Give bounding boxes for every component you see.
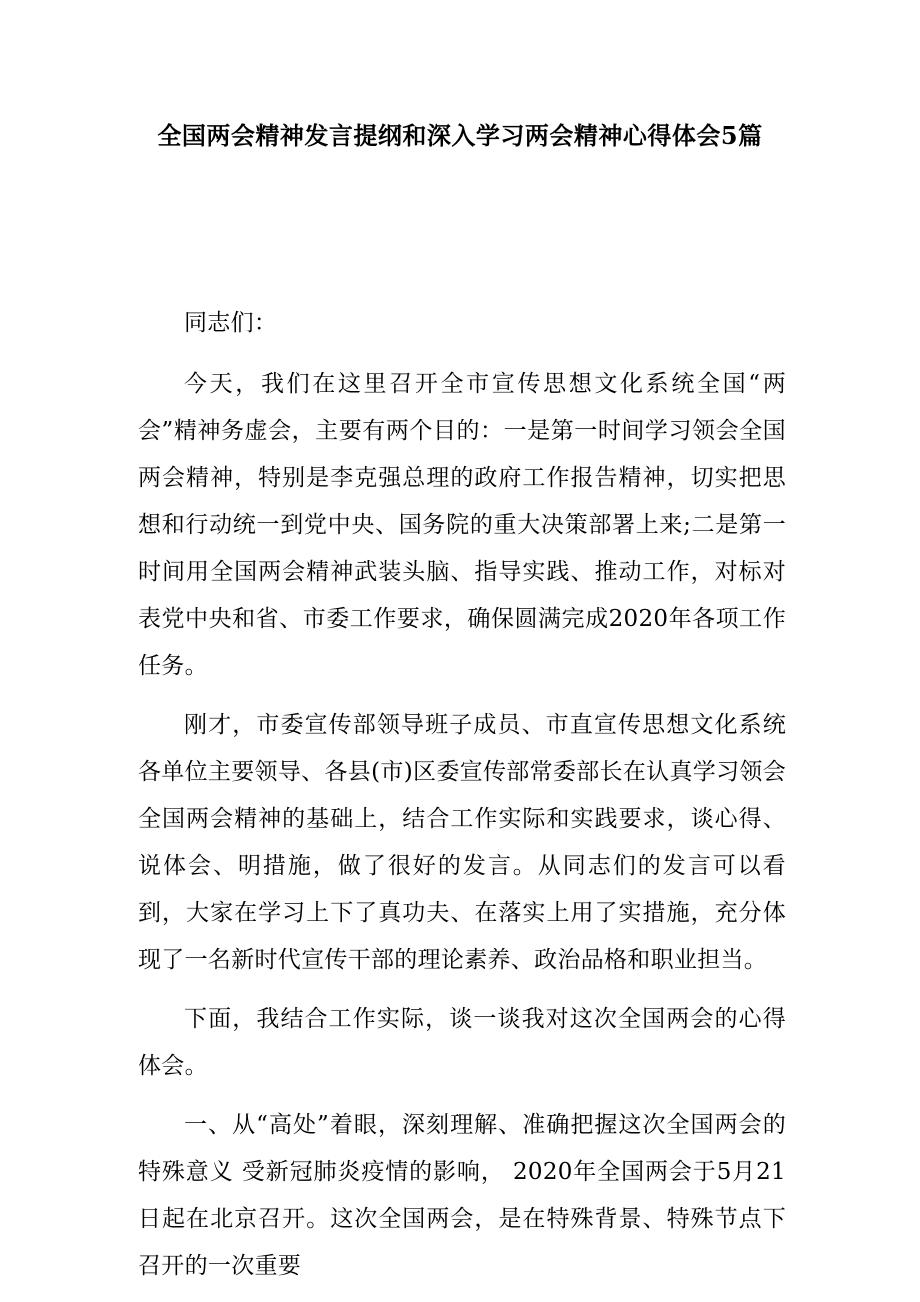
document-title: 全国两会精神发言提纲和深入学习两会精神心得体会5篇 bbox=[157, 121, 763, 150]
body-paragraph-3: 下面，我结合工作实际，谈一谈我对这次全国两会的心得体会。 bbox=[138, 1006, 786, 1079]
document-body bbox=[138, 300, 786, 1302]
salutation-paragraph: 同志们： bbox=[184, 310, 278, 336]
body-paragraph-1: 今天，我们在这里召开全市宣传思想文化系统全国“两会”精神务虚会，主要有两个目的：一是第一时间学习领会全国两会精神，特别是李克强总理的政府工作报告精神，切实把思想和行动统一到党中央、国务院的重大决策部署上来;二是第一时间用全国两会精神武装头脑、指导实践、推动工作，对标对表党中央和省、市委工作要求，确保圆满完成2020年各项工作任务。 bbox=[138, 371, 786, 679]
body-paragraph-2: 刚才，市委宣传部领导班子成员、市直宣传思想文化系统各单位主要领导、各县(市)区委宣传部常委部长在认真学习领会全国两会精神的基础上，结合工作实际和实践要求，谈心得、说体会、明措施，做了很好的发言。从同志们的发言可以看到，大家在学习上下了真功夫、在落实上用了实措施，充分体现了一名新时代宣传干部的理论素养、政治品格和职业担当。 bbox=[138, 712, 786, 973]
body-paragraph-4: 一、从“高处”着眼，深刻理解、准确把握这次全国两会的特殊意义 受新冠肺炎疫情的影响， 2020年全国两会于5月21日起在北京召开。这次全国两会，是在特殊背景、特殊节点下召开的一次重要 bbox=[138, 1112, 786, 1279]
